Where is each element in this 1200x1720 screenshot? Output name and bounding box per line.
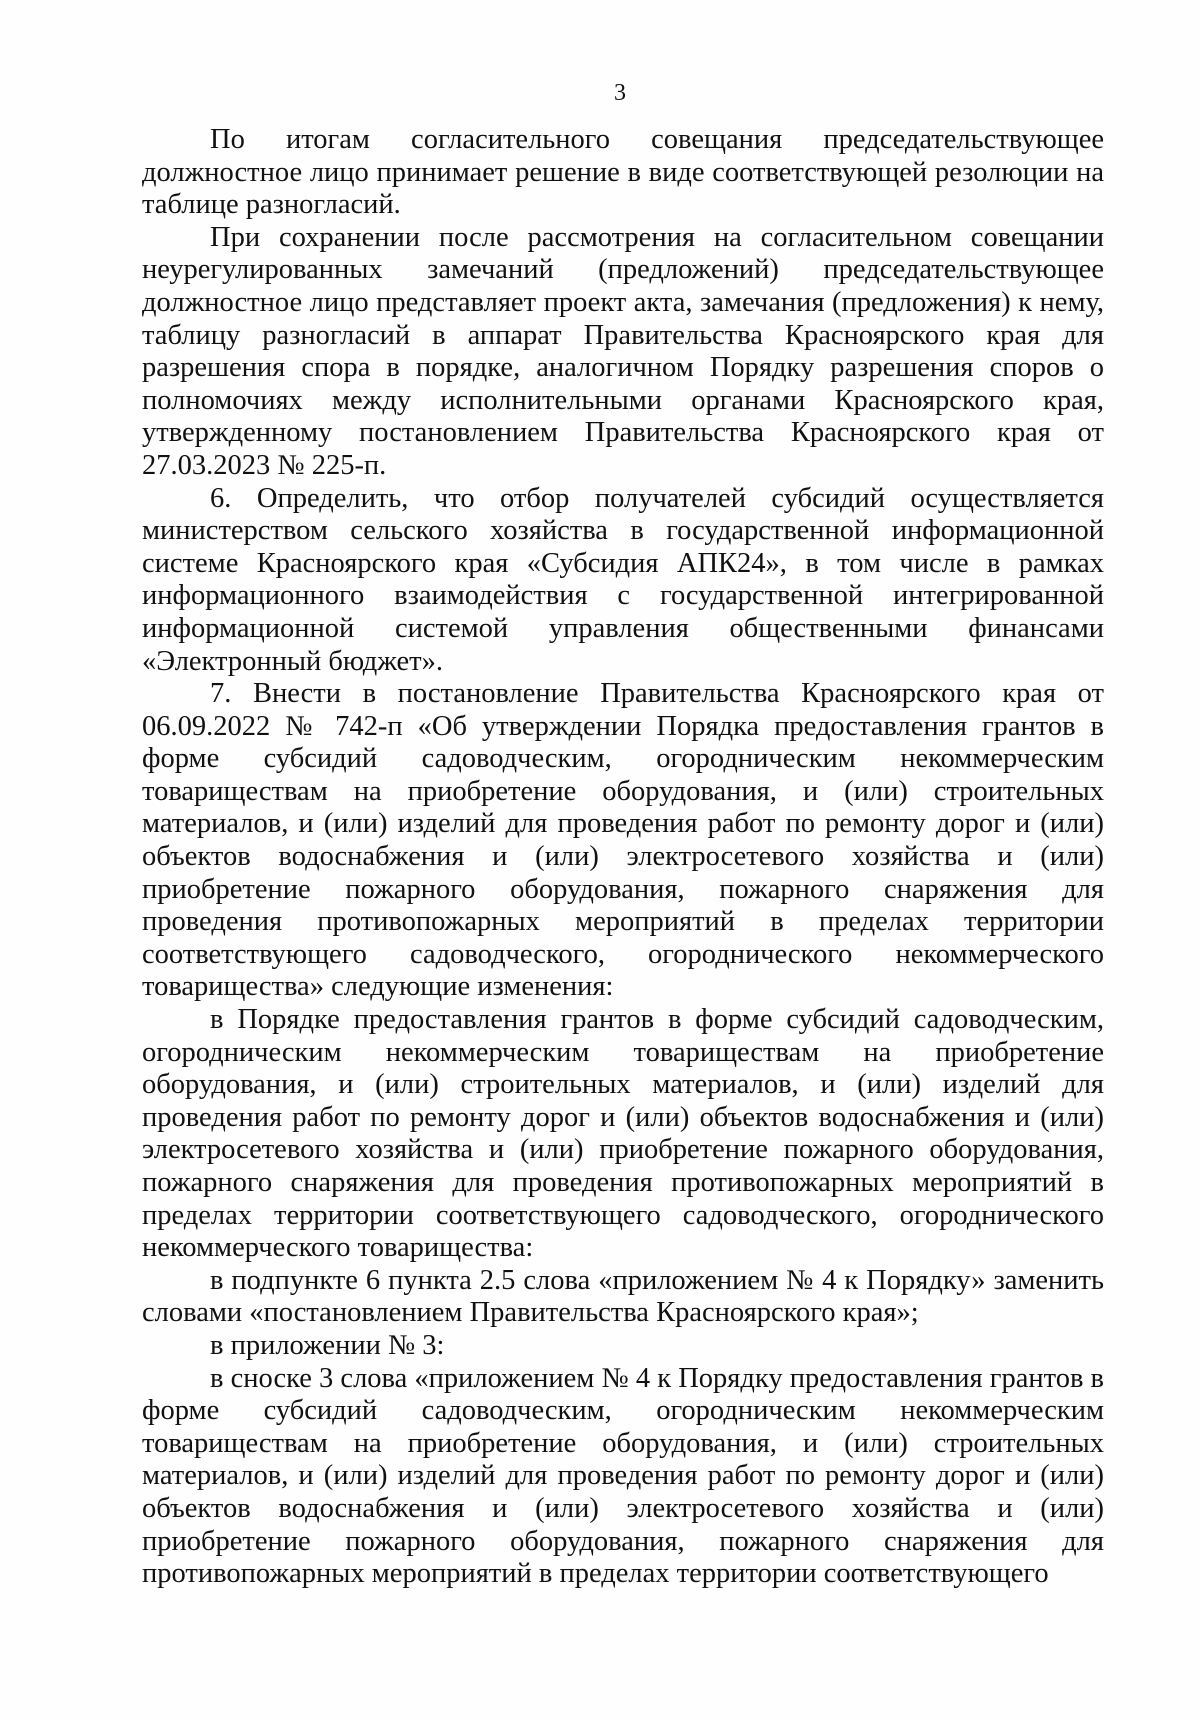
paragraph-subclause-6: в подпункте 6 пункта 2.5 слова «приложением № 4 к Порядку» заменить словами «постановлением Правительства Красноярского края»; xyxy=(142,1264,1104,1329)
paragraph-footnote-3: в сноске 3 слова «приложением № 4 к Порядку предоставления грантов в форме субсидий садоводческим, огородническим некоммерческим товариществам на приобретение оборудования, и (или) строительных материалов, и (или) изделий для проведения работ по ремонту дорог и (или) объектов водоснабжения и (или) электросетевого хозяйства и (или) приобретение пожарного оборудования, пожарного снаряжения для противопожарных мероприятий в пределах территории соответствующего xyxy=(142,1362,1104,1590)
paragraph-appendix-3: в приложении № 3: xyxy=(210,1329,445,1361)
paragraph-resolution: По итогам согласительного совещания председательствующее должностное лицо принимает решение в виде соответствующей резолюции на таблице разногласий. xyxy=(142,124,1104,221)
paragraph-item-7: 7. Внести в постановление Правительства Красноярского края от 06.09.2022 № 742-п «Об утверждении Порядка предоставления грантов в форме субсидий садоводческим, огородническим некоммерческим товариществам на приобретение оборудования, и (или) строительных материалов, и (или) изделий для проведения работ по ремонту дорог и (или) объектов водоснабжения и (или) электросетевого хозяйства и (или) приобретение пожарного оборудования, пожарного снаряжения для проведения противопожарных мероприятий в пределах территории соответствующего садоводческого, огороднического некоммерческого товарищества» следующие изменения: xyxy=(142,678,1104,1003)
paragraph-item-6: 6. Определить, что отбор получателей субсидий осуществляется министерством сельского хозяйства в государственной информационной системе Красноярского края «Субсидия АПК24», в том числе в рамках информационного взаимодействия с государственной интегрированной информационной системой управления общественными финансами «Электронный бюджет». xyxy=(142,482,1104,677)
document-body xyxy=(142,124,1104,1591)
paragraph-procedure: в Порядке предоставления грантов в форме субсидий садоводческим, огородническим некоммерческим товариществам на приобретение оборудования, и (или) строительных материалов, и (или) изделий для проведения работ по ремонту дорог и (или) объектов водоснабжения и (или) электросетевого хозяйства и (или) приобретение пожарного оборудования, пожарного снаряжения для проведения противопожарных мероприятий в пределах территории соответствующего садоводческого, огороднического некоммерческого товарищества: xyxy=(142,1004,1104,1264)
paragraph-disagreements: При сохранении после рассмотрения на согласительном совещании неурегулированных замечаний (предложений) председательствующее должностное лицо представляет проект акта, замечания (предложения) к нему, таблицу разногласий в аппарат Правительства Красноярского края для разрешения спора в порядке, аналогичном Порядку разрешения споров о полномочиях между исполнительными органами Красноярского края, утвержденному постановлением Правительства Красноярского края от 27.03.2023 № 225-п. xyxy=(142,221,1104,481)
page-number: 3 xyxy=(614,80,626,106)
